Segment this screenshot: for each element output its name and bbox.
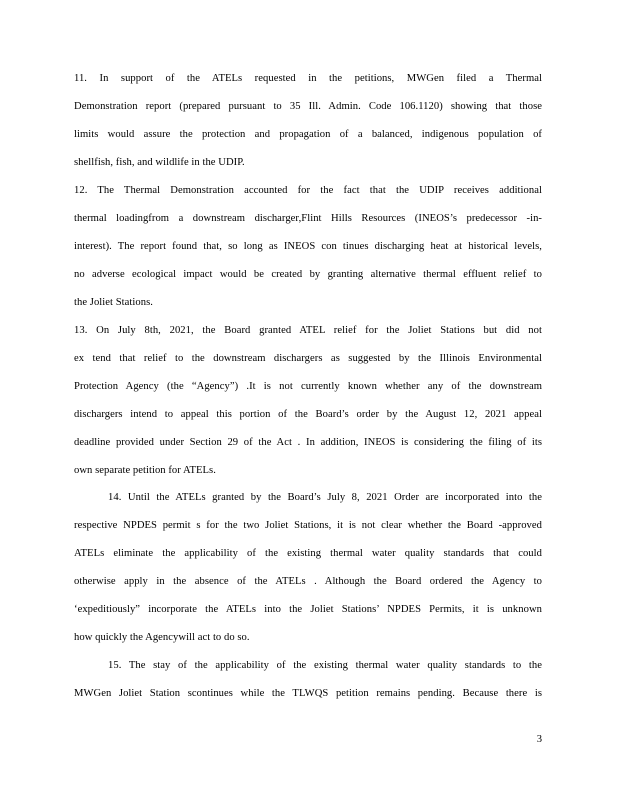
paragraph-13-line-5: deadline provided under Section 29 of the Act . In addition, INEOS is considering the filing of its (74, 437, 542, 448)
paragraph-13-line-1: 13. On July 8th, 2021, the Board granted ATEL relief for the Joliet Stations but did not (74, 325, 542, 336)
paragraph-15-line-1: 15. The stay of the applicability of the existing thermal water quality standards to the (108, 660, 542, 671)
paragraph-12-line-1: 12. The Thermal Demonstration accounted for the fact that the UDIP receives additional (74, 185, 542, 196)
paragraph-12-line-4: no adverse ecological impact would be created by granting alternative thermal effluent relief to (74, 269, 542, 280)
page-number: 3 (536, 734, 542, 745)
paragraph-13-line-6: own separate petition for ATELs. (74, 465, 216, 476)
paragraph-13-line-3: Protection Agency (the “Agency”) .It is not currently known whether any of the downstream (74, 381, 542, 392)
paragraph-13-line-2: ex tend that relief to the downstream dischargers as suggested by the Illinois Environmental (74, 353, 542, 364)
paragraph-14-line-2: respective NPDES permit s for the two Joliet Stations, it is not clear whether the Board -approved (74, 520, 542, 531)
paragraph-13-line-4: dischargers intend to appeal this portion of the Board’s order by the August 12, 2021 appeal (74, 409, 542, 420)
paragraph-12-line-3: interest). The report found that, so long as INEOS con tinues discharging heat at historical levels, (74, 241, 542, 252)
paragraph-11-line-1: 11. In support of the ATELs requested in the petitions, MWGen filed a Thermal (74, 73, 542, 84)
paragraph-11-line-4: shellfish, fish, and wildlife in the UDIP. (74, 157, 245, 168)
paragraph-14-line-5: ‘expeditiously” incorporate the ATELs into the Joliet Stations’ NPDES Permits, it is unknown (74, 604, 542, 615)
paragraph-14-line-1: 14. Until the ATELs granted by the Board’s July 8, 2021 Order are incorporated into the (108, 492, 542, 503)
paragraph-11-line-2: Demonstration report (prepared pursuant to 35 Ill. Admin. Code 106.1120) showing that those (74, 101, 542, 112)
paragraph-11-line-3: limits would assure the protection and propagation of a balanced, indigenous population of (74, 129, 542, 140)
paragraph-12-line-2: thermal loadingfrom a downstream discharger,Flint Hills Resources (INEOS’s predecessor -in- (74, 213, 542, 224)
paragraph-12-line-5: the Joliet Stations. (74, 297, 153, 308)
paragraph-14-line-3: ATELs eliminate the applicability of the existing thermal water quality standards that could (74, 548, 542, 559)
paragraph-14-line-4: otherwise apply in the absence of the ATELs . Although the Board ordered the Agency to (74, 576, 542, 587)
paragraph-14-line-6: how quickly the Agencywill act to do so. (74, 632, 250, 643)
paragraph-15-line-2: MWGen Joliet Station scontinues while the TLWQS petition remains pending. Because there is (74, 688, 542, 699)
